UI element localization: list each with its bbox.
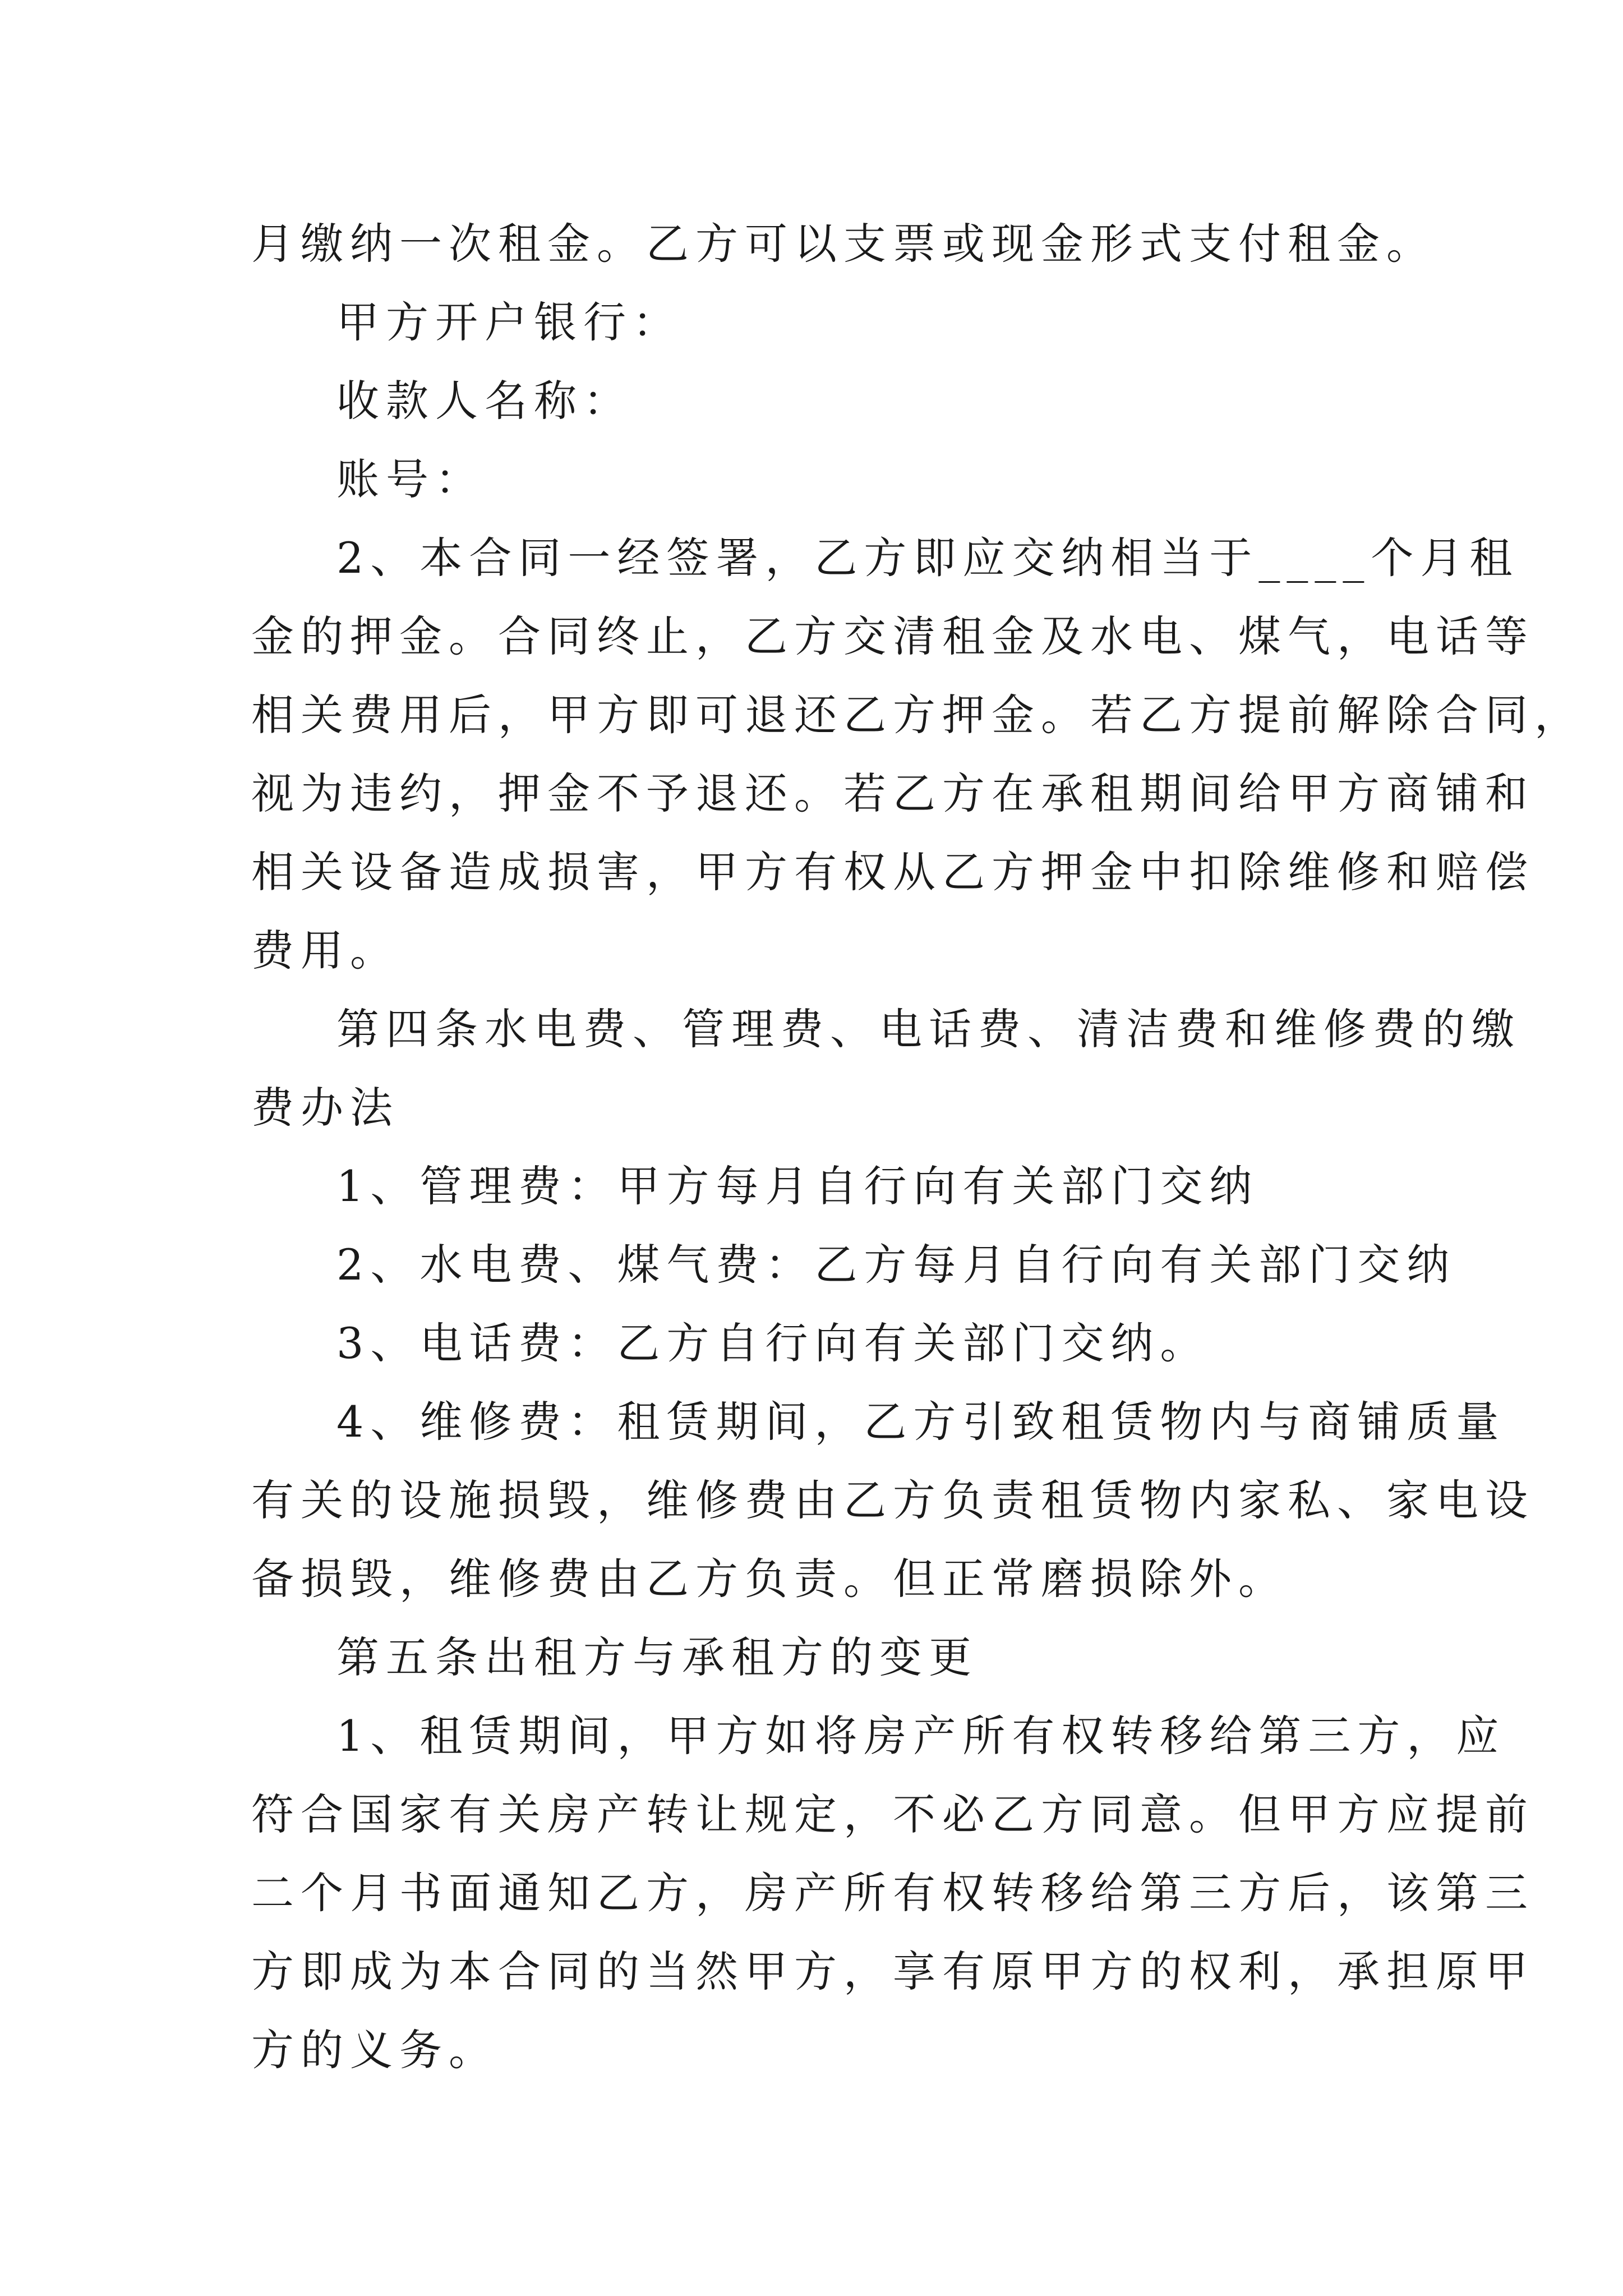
text-line: 2、本合同一经签署，乙方即应交纳相当于____个月租	[336, 533, 1519, 583]
text-line: 方的义务。	[251, 2025, 498, 2075]
text-line: 甲方开户银行：	[336, 297, 682, 347]
text-line: 费用。	[251, 926, 399, 976]
text-line: 收款人名称：	[336, 376, 633, 426]
text-line: 2、水电费、煤气费：乙方每月自行向有关部门交纳	[336, 1240, 1456, 1290]
text-line: 第五条出租方与承租方的变更	[336, 1632, 978, 1682]
text-line: 月缴纳一次租金。乙方可以支票或现金形式支付租金。	[251, 219, 1436, 269]
text-line: 账号：	[336, 454, 485, 504]
text-line: 1、管理费：甲方每月自行向有关部门交纳	[336, 1161, 1259, 1211]
text-line: 金的押金。合同终止，乙方交清租金及水电、煤气，电话等	[251, 611, 1534, 661]
text-line: 视为违约，押金不予退还。若乙方在承租期间给甲方商铺和	[251, 769, 1534, 818]
text-line: 备损毁，维修费由乙方负责。但正常磨损除外。	[251, 1554, 1288, 1604]
text-line: 相关费用后，甲方即可退还乙方押金。若乙方提前解除合同，	[251, 690, 1584, 740]
text-line: 符合国家有关房产转让规定，不必乙方同意。但甲方应提前	[251, 1789, 1534, 1839]
text-line: 有关的设施损毁，维修费由乙方负责租赁物内家私、家电设	[251, 1475, 1534, 1525]
text-line: 相关设备造成损害，甲方有权从乙方押金中扣除维修和赔偿	[251, 847, 1534, 897]
text-line: 二个月书面通知乙方，房产所有权转移给第三方后，该第三	[251, 1868, 1534, 1918]
text-line: 第四条水电费、管理费、电话费、清洁费和维修费的缴	[336, 1004, 1521, 1054]
text-line: 4、维修费：租赁期间，乙方引致租赁物内与商铺质量	[336, 1397, 1506, 1447]
text-line: 3、电话费：乙方自行向有关部门交纳。	[336, 1318, 1210, 1368]
text-line: 1、租赁期间，甲方如将房产所有权转移给第三方，应	[336, 1711, 1506, 1761]
text-line: 方即成为本合同的当然甲方，享有原甲方的权利，承担原甲	[251, 1947, 1534, 1996]
text-line: 费办法	[251, 1083, 399, 1133]
